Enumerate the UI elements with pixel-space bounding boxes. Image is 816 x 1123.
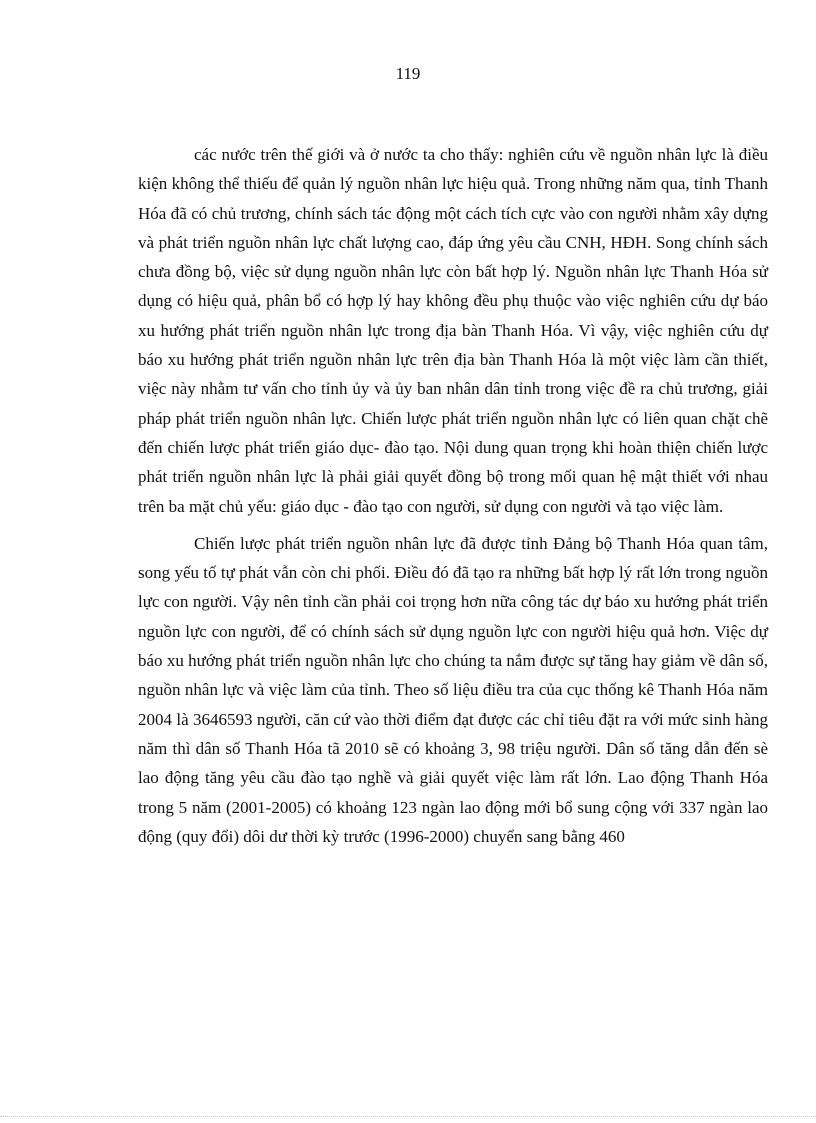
page-bottom-divider [0,1116,816,1117]
body-paragraph: Chiến lược phát triển nguồn nhân lực đã được tỉnh Đảng bộ Thanh Hóa quan tâm, song yếu tố tự phát vẫn còn chi phối. Điều đó đã tạo ra những bất hợp lý rất lớn trong nguồn lực con người. Vậy nên tỉnh cần phải coi trọng hơn nữa công tác dự báo xu hướng phát triển nguồn lực con người, để có chính sách sử dụng nguồn lực con người hiệu quả hơn. Việc dự báo xu hướng phát triển nguồn nhân lực cho chúng ta nắm được sự tăng hay giảm về dân số, nguồn nhân lực và việc làm của tỉnh. Theo số liệu điều tra của cục thống kê Thanh Hóa năm 2004 là 3646593 người, căn cứ vào thời điểm đạt được các chỉ tiêu đặt ra với mức sinh hàng năm thì dân số Thanh Hóa tã 2010 sẽ có khoảng 3, 98 triệu người. Dân số tăng dẫn đến sè lao động tăng yêu cầu đào tạo nghề và giải quyết việc làm rất lớn. Lao động Thanh Hóa trong 5 năm (2001-2005) có khoảng 123 ngàn lao động mới bổ sung cộng với 337 ngàn lao động (quy đổi) dôi dư thời kỳ trước (1996-2000) chuyển sang bằng 460 [138,533,768,846]
document-body [138,140,768,851]
body-paragraph: các nước trên thế giới và ở nước ta cho thấy: nghiên cứu về nguồn nhân lực là điều kiện không thể thiếu để quản lý nguồn nhân lực hiệu quả. Trong những năm qua, tỉnh Thanh Hóa đã có chủ trương, chính sách tác động một cách tích cực vào con người nhằm xây dựng và phát triển nguồn nhân lực chất lượng cao, đáp ứng yêu cầu CNH, HĐH. Song chính sách chưa đồng bộ, việc sử dụng nguồn nhân lực còn bất hợp lý. Nguồn nhân lực Thanh Hóa sử dụng có hiệu quả, phân bổ có hợp lý hay không đều phụ thuộc vào việc nghiên cứu dự báo xu hướng phát triển nguồn nhân lực trong địa bàn Thanh Hóa. Vì vậy, việc nghiên cứu dự báo xu hướng phát triển nguồn nhân lực trên địa bàn Thanh Hóa là một việc làm cần thiết, việc này nhằm tư vấn cho tỉnh ủy và ủy ban nhân dân tỉnh trong việc đề ra chủ trương, giải pháp phát triển nguồn nhân lực. Chiến lược phát triển nguồn nhân lực có liên quan chặt chẽ đến chiến lược phát triển giáo dục- đào tạo. Nội dung quan trọng khi hoàn thiện chiến lược phát triển nguồn nhân lực là phải giải quyết đồng bộ trong mối quan hệ mật thiết với nhau trên ba mặt chủ yếu: giáo dục - đào tạo con người, sử dụng con người và tạo việc làm. [138,145,768,516]
page-number: 119 [395,64,421,83]
